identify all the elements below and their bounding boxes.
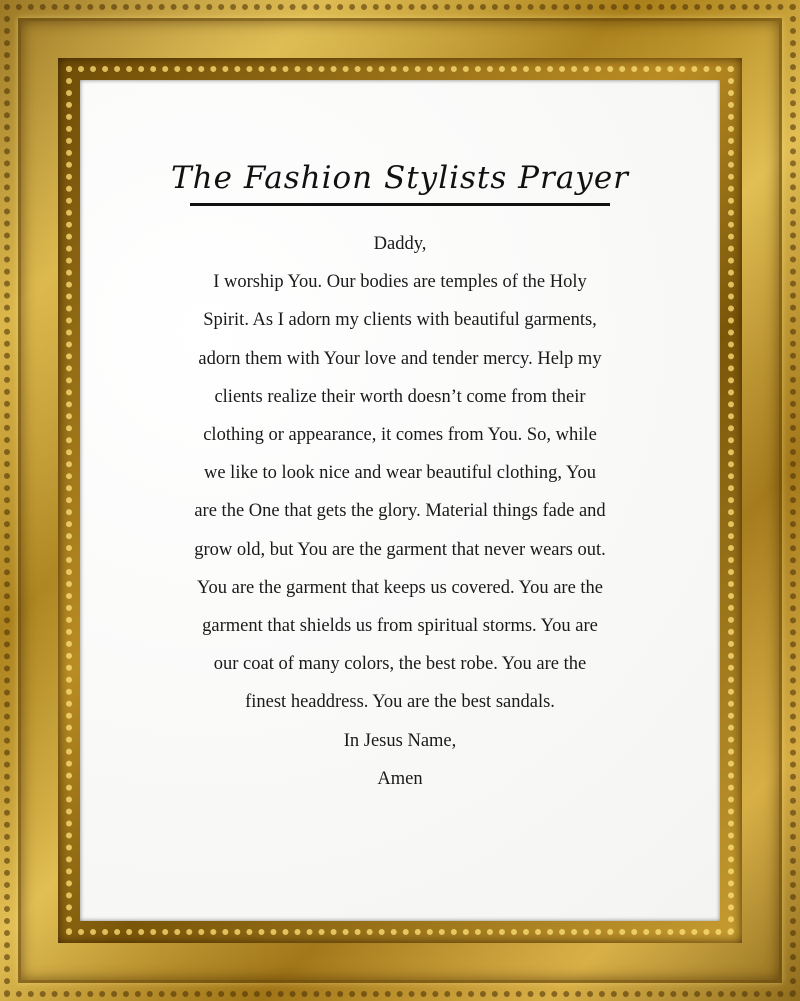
prayer-line: Spirit. As I adorn my clients with beautiful garments, bbox=[203, 310, 597, 331]
prayer-line: clothing or appearance, it comes from You. So, while bbox=[203, 425, 597, 446]
title-underline bbox=[190, 203, 610, 206]
prayer-line: grow old, but You are the garment that never wears out. bbox=[194, 539, 606, 560]
prayer-line: our coat of many colors, the best robe. You are the bbox=[213, 654, 587, 675]
prayer-line: Daddy, bbox=[373, 234, 427, 254]
prayer-line: You are the garment that keeps us covered. You are the bbox=[196, 577, 604, 598]
prayer-line: clients realize their worth doesn’t come from their bbox=[214, 386, 586, 407]
prayer-title: The Fashion Stylists Prayer bbox=[170, 160, 629, 196]
prayer-line: garment that shields us from spiritual storms. You are bbox=[202, 616, 598, 637]
prayer-line: are the One that gets the glory. Material things fade and bbox=[194, 501, 606, 522]
prayer-amen: Amen bbox=[377, 768, 423, 789]
prayer-line: I worship You. Our bodies are temples of the Holy bbox=[213, 272, 587, 293]
prayer-page bbox=[80, 80, 720, 921]
prayer-line: finest headdress. You are the best sandals. bbox=[245, 692, 555, 713]
prayer-body bbox=[100, 225, 700, 798]
prayer-line: we like to look nice and wear beautiful clothing, You bbox=[203, 463, 596, 484]
prayer-line: adorn them with Your love and tender mercy. Help my bbox=[198, 348, 602, 369]
prayer-closing: In Jesus Name, bbox=[343, 730, 457, 751]
